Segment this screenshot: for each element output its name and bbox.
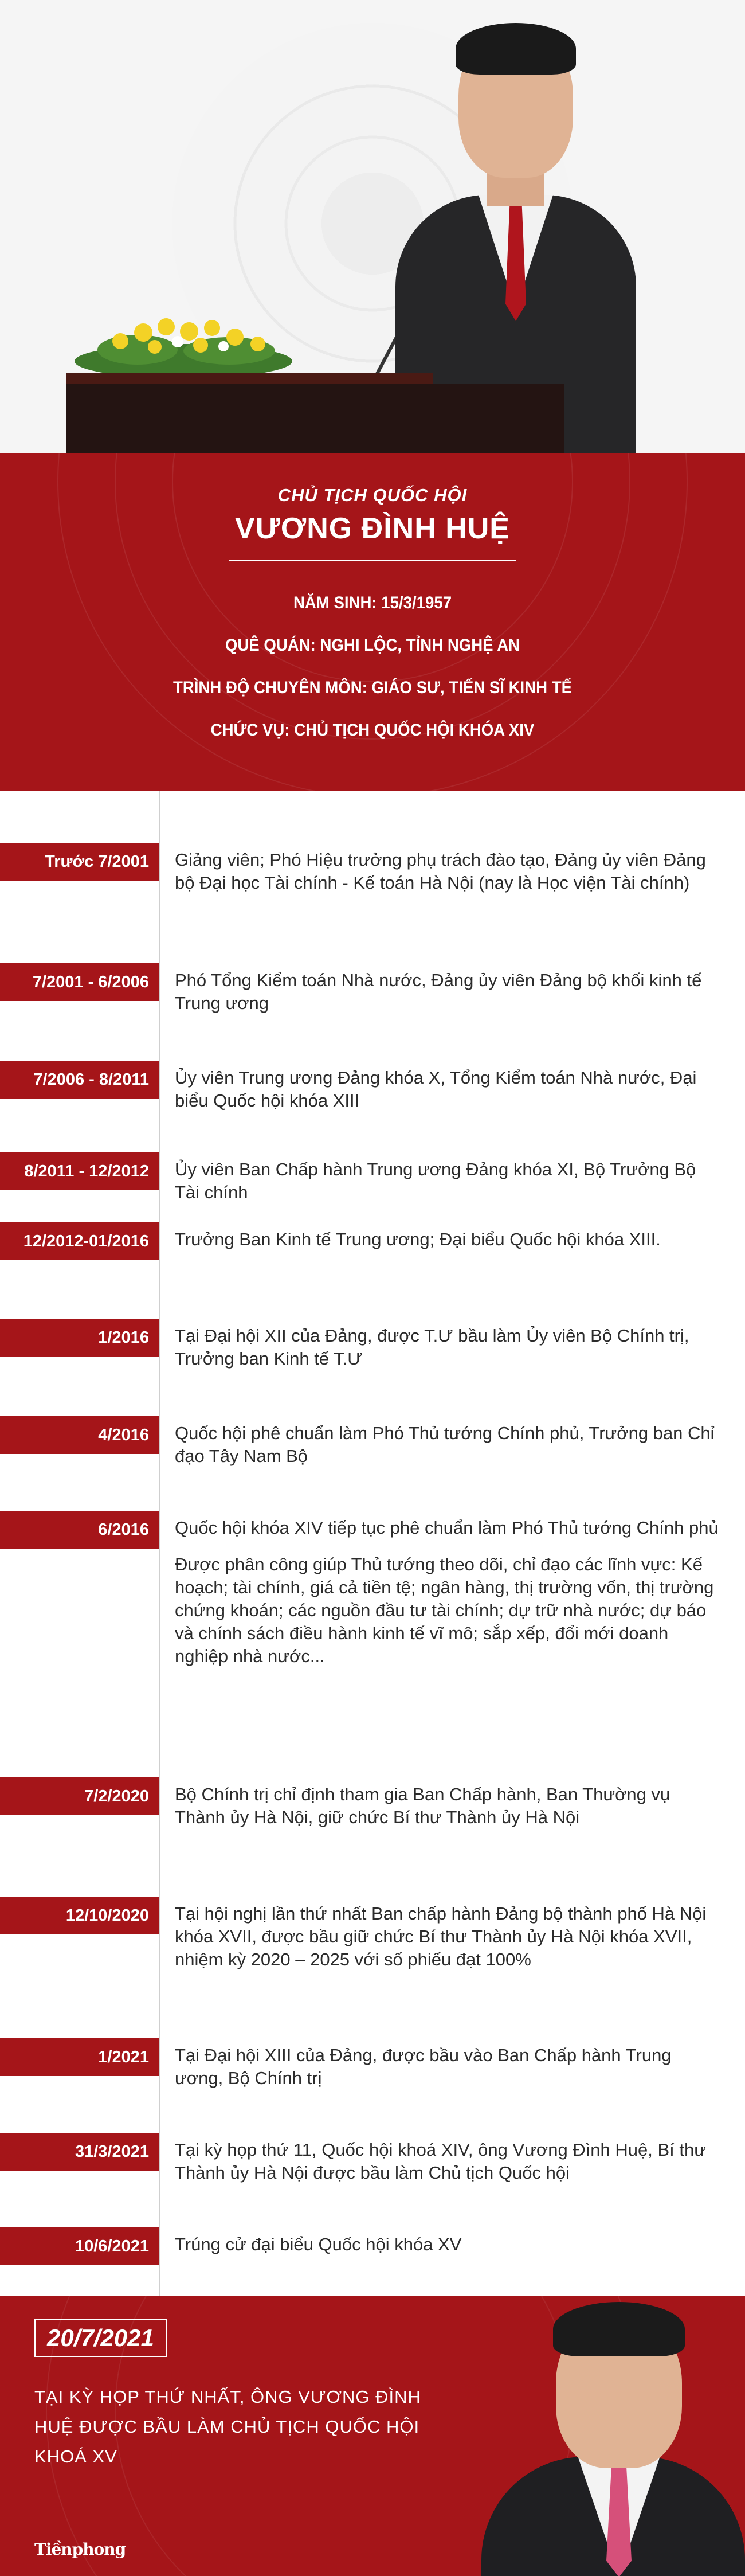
birth-info: NĂM SINH: 15/3/1957: [293, 593, 452, 612]
position-info: CHỨC VỤ: CHỦ TỊCH QUỐC HỘI KHÓA XIV: [210, 721, 535, 740]
timeline-text: Ủy viên Trung ương Đảng khóa X, Tổng Kiểm toán Nhà nước, Đại biểu Quốc hội khóa XIII: [175, 1068, 697, 1111]
timeline-text: Quốc hội phê chuẩn làm Phó Thủ tướng Chính phủ, Trưởng ban Chỉ đạo Tây Nam Bộ: [175, 1423, 715, 1466]
timeline-date: 1/2016: [0, 1319, 159, 1357]
timeline-date: 7/2006 - 8/2011: [0, 1061, 159, 1099]
timeline-date: 7/2/2020: [0, 1777, 159, 1815]
profile-title: CHỦ TỊCH QUỐC HỘI: [277, 485, 468, 505]
timeline-date: 10/6/2021: [0, 2227, 159, 2265]
timeline-date: 8/2011 - 12/2012: [0, 1152, 159, 1190]
podium: [66, 384, 564, 453]
timeline-text: Tại Đại hội XIII của Đảng, được bầu vào Ban Chấp hành Trung ương, Bộ Chính trị: [175, 2045, 672, 2088]
timeline-text: Tại hội nghị lần thứ nhất Ban chấp hành Đảng bộ thành phố Hà Nội khóa XVII, được bầu giữ chức Bí thư Thành ủy Hà Nội khóa XVII, nhiệm kỳ 2020 – 2025 với số phiếu đạt 100%: [175, 1903, 707, 1969]
timeline-date: 31/3/2021: [0, 2133, 159, 2171]
hometown-info: QUÊ QUÁN: NGHI LỘC, TỈNH NGHỆ AN: [225, 636, 520, 655]
timeline-text: Phó Tổng Kiểm toán Nhà nước, Đảng ủy viên Đảng bộ khối kinh tế Trung ương: [175, 970, 702, 1013]
profile-panel: [0, 453, 745, 791]
flower-arrangement: [69, 287, 298, 378]
timeline-date: Trước 7/2001: [0, 843, 159, 881]
profile-name: VƯƠNG ĐÌNH HUỆ: [235, 512, 510, 545]
timeline-date: 7/2001 - 6/2006: [0, 963, 159, 1001]
timeline-text: Tại kỳ họp thứ 11, Quốc hội khoá XIV, ông Vương Đình Huệ, Bí thư Thành ủy Hà Nội được bầu làm Chủ tịch Quốc hội: [175, 2140, 707, 2183]
timeline-text: Quốc hội khóa XIV tiếp tục phê chuẩn làm Phó Thủ tướng Chính phủ Được phân công giúp Thủ tướng theo dõi, chỉ đạo các lĩnh vực: Kế hoạch; tài chính, giá cả tiền tệ; ngân hàng, thị trường vốn, thị trường chứng khoán; các nguồn đầu tư tài chính; dự trữ nhà nước; dự báo và chính sách điều hành kinh tế vĩ mô; sắp xếp, đổi mới doanh nghiệp nhà nước...: [175, 1518, 719, 1666]
timeline-text: Giảng viên; Phó Hiệu trưởng phụ trách đào tạo, Đảng ủy viên Đảng bộ Đại học Tài chính - Kế toán Hà Nội (nay là Học viện Tài chính): [175, 850, 706, 893]
timeline-date: 6/2016: [0, 1511, 159, 1549]
timeline-text: Ủy viên Ban Chấp hành Trung ương Đảng khóa XI, Bộ Trưởng Bộ Tài chính: [175, 1159, 696, 1202]
career-timeline: [0, 791, 745, 2296]
degree-info: TRÌNH ĐỘ CHUYÊN MÔN: GIÁO SƯ, TIẾN SĨ KINH TẾ: [172, 678, 573, 697]
timeline-text: Tại Đại hội XII của Đảng, được T.Ư bầu làm Ủy viên Bộ Chính trị, Trưởng ban Kinh tế T.Ư: [175, 1326, 689, 1369]
brand-logo: Tiềnphong: [34, 2540, 126, 2559]
timeline-text: Trưởng Ban Kinh tế Trung ương; Đại biểu Quốc hội khóa XIII.: [175, 1229, 661, 1249]
divider: [229, 560, 516, 561]
footer-panel: [0, 2296, 745, 2576]
timeline-date: 12/10/2020: [0, 1897, 159, 1934]
footer-caption: TẠI KỲ HỌP THỨ NHẤT, ÔNG VƯƠNG ĐÌNH HUỆ ĐƯỢC BẦU LÀM CHỦ TỊCH QUỐC HỘI KHOÁ XV: [34, 2387, 421, 2466]
timeline-text: Trúng cử đại biểu Quốc hội khóa XV: [175, 2234, 462, 2254]
timeline-date: 4/2016: [0, 1416, 159, 1454]
hero-portrait: [0, 0, 745, 453]
timeline-date: 1/2021: [0, 2038, 159, 2076]
footer-date-badge: 20/7/2021: [34, 2319, 167, 2357]
timeline-date: 12/2012-01/2016: [0, 1222, 159, 1260]
footer-portrait-photo: [476, 2296, 745, 2576]
timeline-text: Bộ Chính trị chỉ định tham gia Ban Chấp hành, Ban Thường vụ Thành ủy Hà Nội, giữ chức Bí thư Thành ủy Hà Nội: [175, 1784, 670, 1827]
timeline-axis: [159, 791, 160, 2296]
